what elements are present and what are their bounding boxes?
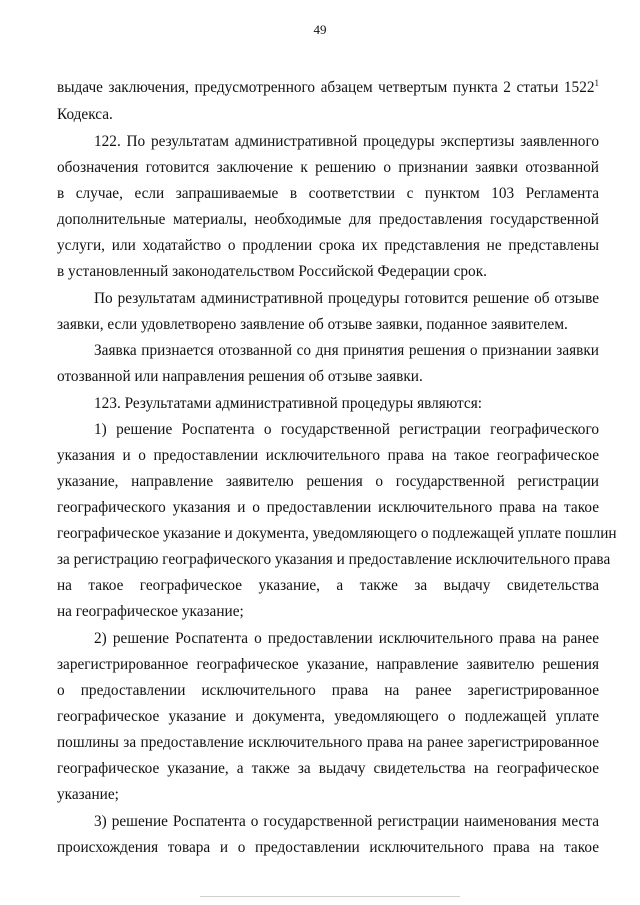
text-line-12: отозванной или направления решения об отзыве заявки. [57, 368, 423, 385]
text-line-20: на такое географическое указание, а также за выдачу свидетельства [57, 577, 599, 594]
text-line-18: географическое указание и документа, уведомляющего о подлежащей уплате пошлин [57, 525, 617, 542]
text-line-1: выдаче заключения, предусмотренного абзацем четвертым пункта 2 статьи 1522$^1$ [57, 77, 599, 96]
text-line-16: указание, направление заявителю решения о государственной регистрации [57, 473, 599, 490]
page-number: 49 [313, 22, 327, 37]
text-line-14: 1) решение Роспатента о государственной регистрации географического [94, 421, 599, 438]
text-line-15: указания и о предоставлении исключительного права на такое географическое [57, 447, 599, 464]
text-line-3: 122. По результатам административной процедуры экспертизы заявленного [94, 133, 599, 150]
text-line-30: происхождения товара и о предоставлении исключительного права на такое [57, 839, 599, 856]
text-line-19: за регистрацию географического указания и предоставление исключительного права [57, 551, 611, 568]
text-line-21: на географическое указание; [57, 603, 244, 620]
text-line-17: географического указания и о предоставлении исключительного права на такое [57, 499, 599, 516]
text-line-11: Заявка признается отозванной со дня принятия решения о признании заявки [94, 342, 599, 359]
text-line-26: пошлины за предоставление исключительного права на ранее зарегистрированное [57, 734, 599, 751]
scan-edge-line [200, 896, 460, 897]
text-line-9: По результатам административной процедуры готовится решение об отзыве [94, 290, 599, 307]
text-line-7: услуги, или ходатайство о продлении срока их представления не представлены [57, 237, 599, 254]
text-line-8: в установленный законодательством Российской Федерации срок. [57, 263, 487, 280]
text-line-28: указание; [57, 786, 119, 803]
text-line-2: Кодекса. [57, 106, 113, 123]
text-line-27: географическое указание, а также за выдачу свидетельства на географическое [57, 760, 599, 777]
text-line-4: обозначения готовится заключение к решению о признании заявки отозванной [57, 159, 599, 176]
text-line-24: о предоставлении исключительного права на ранее зарегистрированное [57, 682, 599, 699]
text-line-22: 2) решение Роспатента о предоставлении исключительного права на ранее [94, 630, 599, 647]
text-line-29: 3) решение Роспатента о государственной регистрации наименования места [94, 813, 599, 830]
text-line-13: 123. Результатами административной процедуры являются: [94, 395, 483, 412]
text-line-23: зарегистрированное географическое указание, направление заявителю решения [57, 656, 599, 673]
text-line-25: географическое указание и документа, уведомляющего о подлежащей уплате [57, 708, 599, 725]
text-line-6: дополнительные материалы, необходимые для предоставления государственной [57, 211, 599, 228]
text-line-5: в случае, если запрашиваемые в соответствии с пунктом 103 Регламента [57, 185, 599, 202]
text-line-10: заявки, если удовлетворено заявление об отзыве заявки, поданное заявителем. [57, 316, 568, 333]
